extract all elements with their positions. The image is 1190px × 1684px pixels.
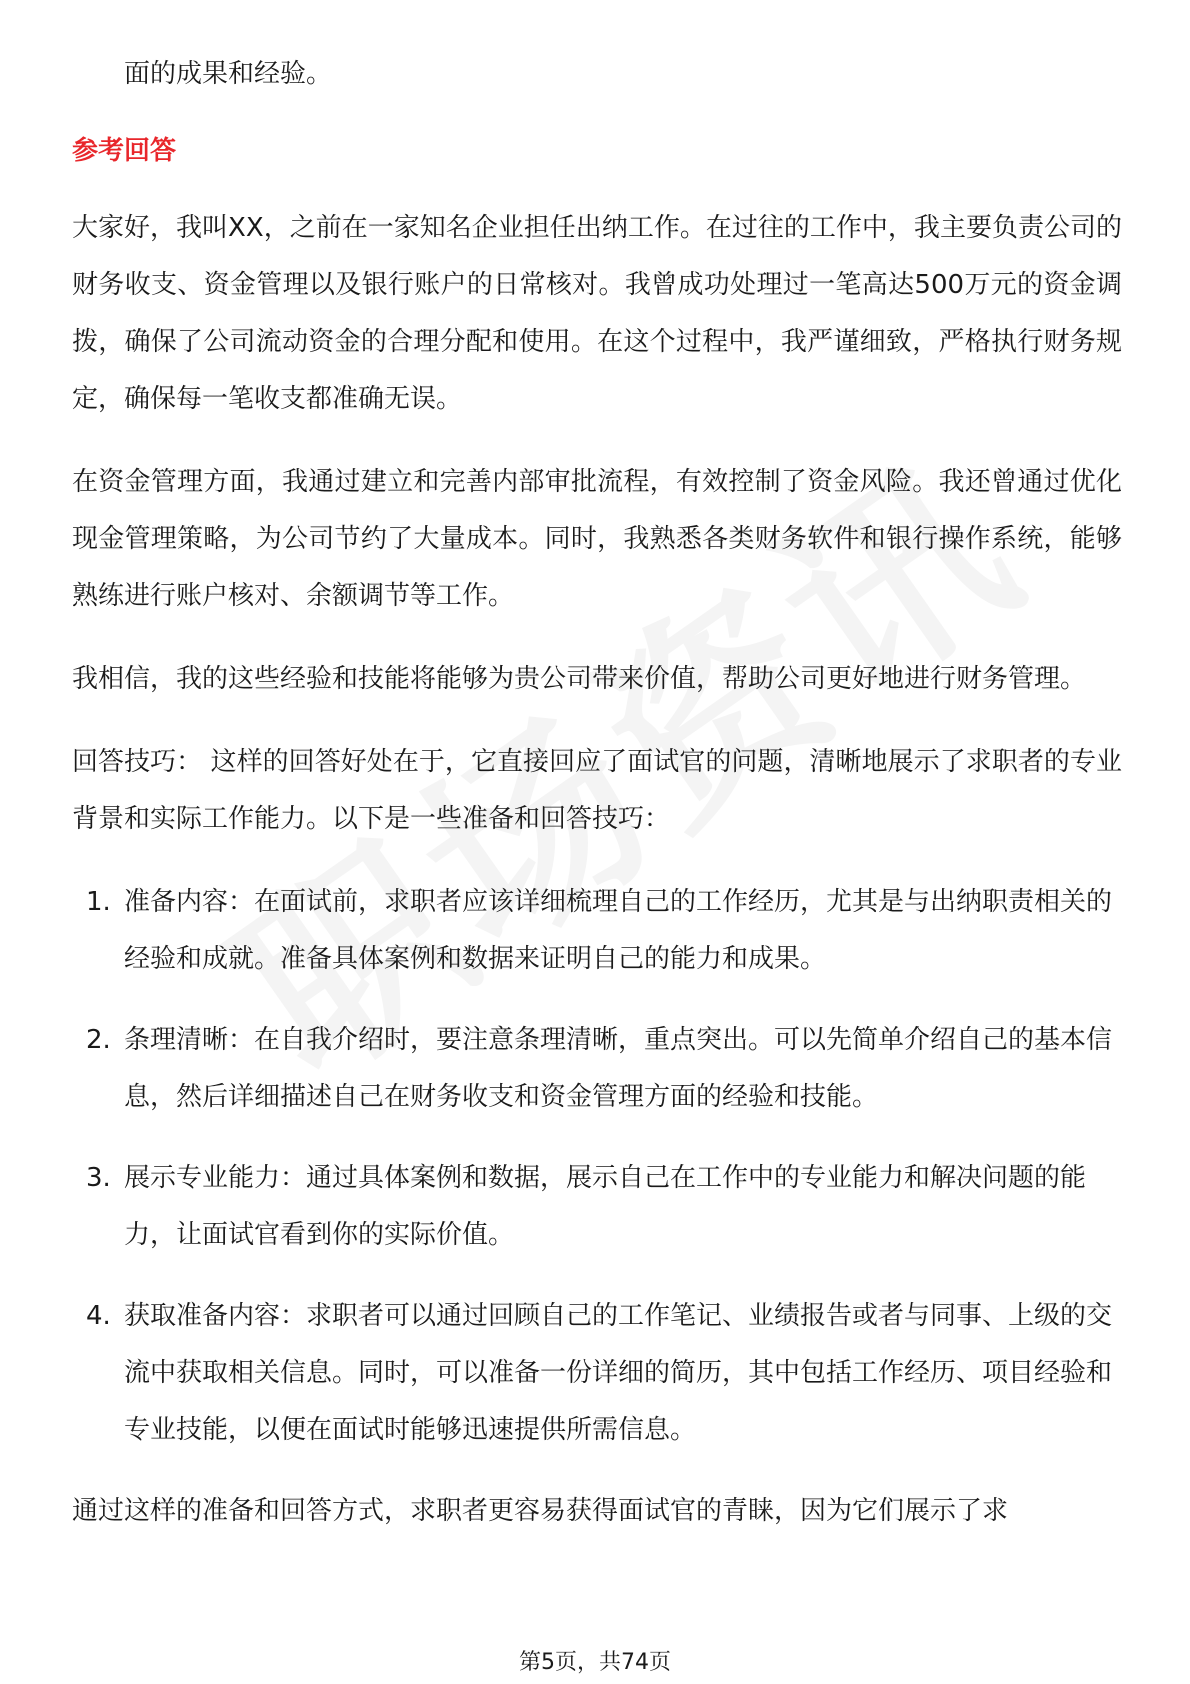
page-footer: 第5页，共74页 xyxy=(519,1650,671,1675)
list-item-text: 展示专业能力：通过具体案例和数据，展示自己在工作中的专业能力和解决问题的能力，让面试官看到你的实际价值。 xyxy=(124,1163,1087,1250)
closing-paragraph: 通过这样的准备和回答方式，求职者更容易获得面试官的青睐，因为它们展示了求 xyxy=(72,1496,1009,1526)
list-item-number: 3. xyxy=(86,1163,111,1193)
list-item-text: 条理清晰：在自我介绍时，要注意条理清晰，重点突出。可以先简单介绍自己的基本信息，然后详细描述自己在财务收支和资金管理方面的经验和技能。 xyxy=(124,1025,1113,1112)
answer-paragraph-2: 在资金管理方面，我通过建立和完善内部审批流程，有效控制了资金风险。我还曾通过优化现金管理策略，为公司节约了大量成本。同时，我熟悉各类财务软件和银行操作系统，能够熟练进行账户核对、余额调节等工作。 xyxy=(72,467,1122,611)
document-body xyxy=(72,46,1122,1566)
list-item-text: 获取准备内容：求职者可以通过回顾自己的工作笔记、业绩报告或者与同事、上级的交流中获取相关信息。同时，可以准备一份详细的简历，其中包括工作经历、项目经验和专业技能，以便在面试时能够迅速提供所需信息。 xyxy=(124,1301,1113,1445)
list-item xyxy=(72,1012,1122,1126)
answer-paragraph-3: 我相信，我的这些经验和技能将能够为贵公司带来价值，帮助公司更好地进行财务管理。 xyxy=(72,664,1087,694)
section-heading: 参考回答 xyxy=(72,136,177,166)
list-item-text: 准备内容：在面试前，求职者应该详细梳理自己的工作经历，尤其是与出纳职责相关的经验和成就。准备具体案例和数据来证明自己的能力和成果。 xyxy=(124,887,1113,974)
tips-intro-paragraph: 回答技巧： 这样的回答好处在于，它直接回应了面试官的问题，清晰地展示了求职者的专业背景和实际工作能力。以下是一些准备和回答技巧： xyxy=(72,747,1122,834)
list-item xyxy=(72,874,1122,988)
list-item xyxy=(72,1288,1122,1459)
tips-list xyxy=(72,874,1122,1459)
list-item xyxy=(72,1150,1122,1264)
answer-paragraph-1: 大家好，我叫XX，之前在一家知名企业担任出纳工作。在过往的工作中，我主要负责公司的财务收支、资金管理以及银行账户的日常核对。我曾成功处理过一笔高达500万元的资金调拨，确保了公司流动资金的合理分配和使用。在这个过程中，我严谨细致，严格执行财务规定，确保每一笔收支都准确无误。 xyxy=(72,213,1122,414)
list-item-number: 1. xyxy=(86,887,111,917)
list-item-number: 4. xyxy=(86,1301,111,1331)
list-item-number: 2. xyxy=(86,1025,111,1055)
previous-text-tail: 面的成果和经验。 xyxy=(124,59,333,89)
